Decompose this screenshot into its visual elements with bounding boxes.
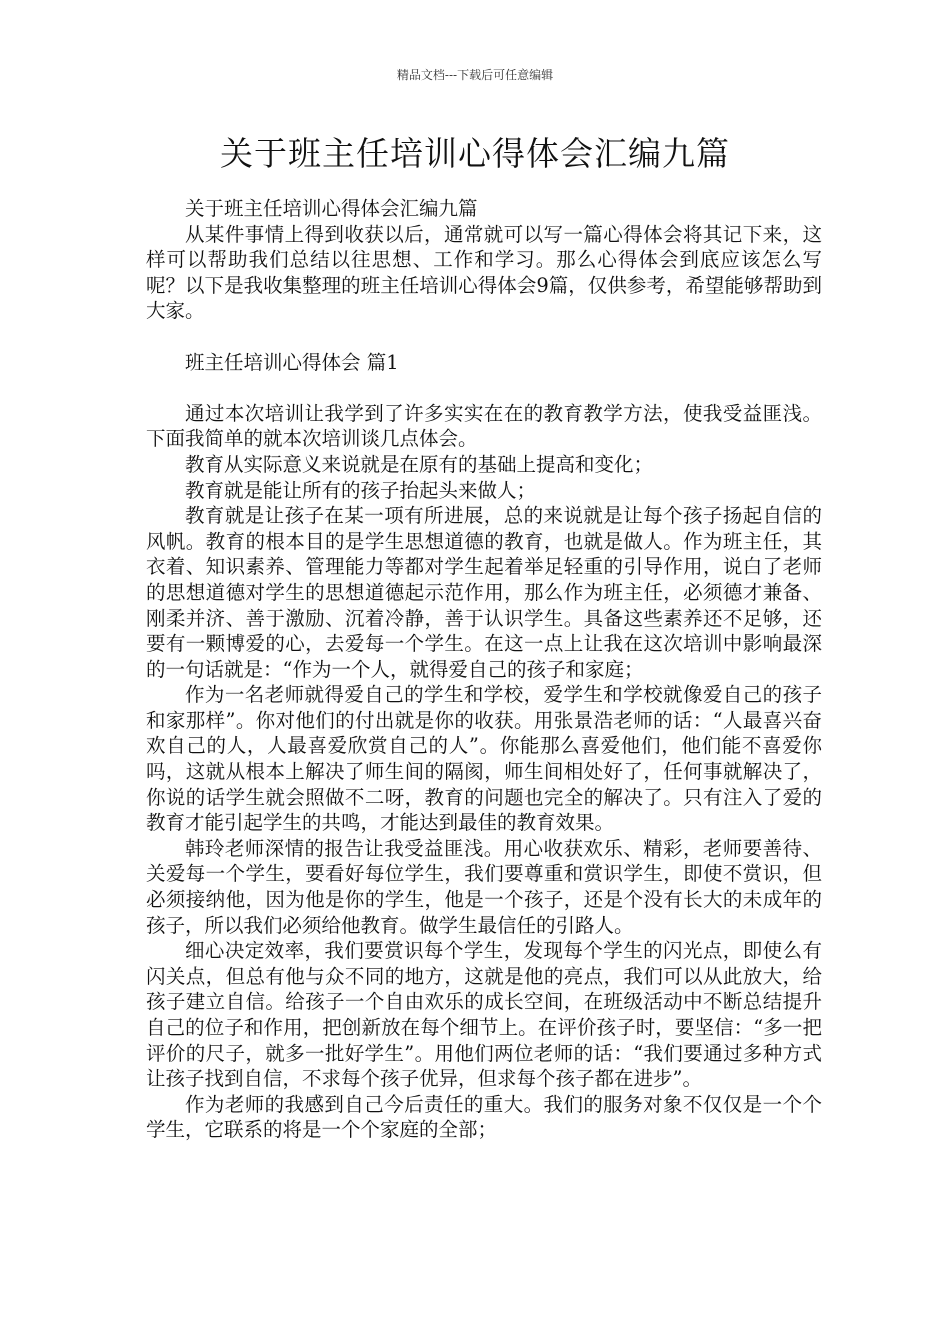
document-body xyxy=(146,196,822,1143)
subtitle-paragraph: 关于班主任培训心得体会汇编九篇 xyxy=(185,197,478,220)
body-paragraph: 教育就是能让所有的孩子抬起头来做人； xyxy=(185,478,537,502)
body-paragraph: 教育从实际意义来说就是在原有的基础上提高和变化； xyxy=(185,452,654,476)
body-paragraph: 作为一名老师就得爱自己的学生和学校，爱学生和学校就像爱自己的孩子和家那样”。你对他们的付出就是你的收获。用张景浩老师的话：“人最喜兴奋欢自己的人，人最喜爱欣赏自己的人”。你能那么喜爱他们，他们能不喜爱你吗，这就从根本上解决了师生间的隔阂，师生间相处好了，任何事就解决了，你说的话学生就会照做不二呀，教育的问题也完全的解决了。只有注入了爱的教育才能引起学生的共鸣，才能达到最佳的教育效果。 xyxy=(146,683,822,835)
body-paragraph: 教育就是让孩子在某一项有所进展，总的来说就是让每个孩子扬起自信的风帆。教育的根本目的是学生思想道德的教育，也就是做人。作为班主任，其衣着、知识素养、管理能力等都对学生起着举足轻重的引导作用，说白了老师的思想道德对学生的思想道德起示范作用，那么作为班主任，必须德才兼备、刚柔并济、善于激励、沉着冷静，善于认识学生。具备这些素养还不足够，还要有一颗博爱的心，去爱每一个学生。在这一点上让我在这次培训中影响最深的一句话就是：“作为一个人，就得爱自己的孩子和家庭； xyxy=(146,504,822,681)
body-paragraph: 通过本次培训让我学到了许多实实在在的教育教学方法，使我受益匪浅。下面我简单的就本次培训谈几点体会。 xyxy=(146,401,822,451)
header-note: 精品文档---下载后可任意编辑 xyxy=(396,68,554,82)
section-heading: 班主任培训心得体会 篇1 xyxy=(185,350,399,374)
intro-paragraph: 从某件事情上得到收获以后，通常就可以写一篇心得体会将其记下来，这样可以帮助我们总结以往思想、工作和学习。那么心得体会到底应该怎么写呢？以下是我收集整理的班主任培训心得体会9篇，仅供参考，希望能够帮助到大家。 xyxy=(146,222,822,323)
document-title: 关于班主任培训心得体会汇编九篇 xyxy=(220,134,730,173)
body-paragraph: 韩玲老师深情的报告让我受益匪浅。用心收获欢乐、精彩，老师要善待、关爱每一个学生，要看好每位学生，我们要尊重和赏识学生，即使不赏识，但必须接纳他，因为他是你的学生，他是一个孩子，还是个没有长大的未成年的孩子，所以我们必须给他教育。做学生最信任的引路人。 xyxy=(146,836,822,937)
body-paragraph: 细心决定效率，我们要赏识每个学生，发现每个学生的闪光点，即使么有闪关点，但总有他与众不同的地方，这就是他的亮点，我们可以从此放大，给孩子建立自信。给孩子一个自由欢乐的成长空间，在班级活动中不断总结提升自己的位子和作用，把创新放在每个细节上。在评价孩子时，要坚信：“多一把评价的尺子，就多一批好学生”。用他们两位老师的话：“我们要通过多种方式让孩子找到自信，不求每个孩子优异，但求每个孩子都在进步”。 xyxy=(146,939,822,1091)
body-paragraph: 作为老师的我感到自己今后责任的重大。我们的服务对象不仅仅是一个个学生，它联系的将是一个个家庭的全部； xyxy=(146,1092,822,1142)
